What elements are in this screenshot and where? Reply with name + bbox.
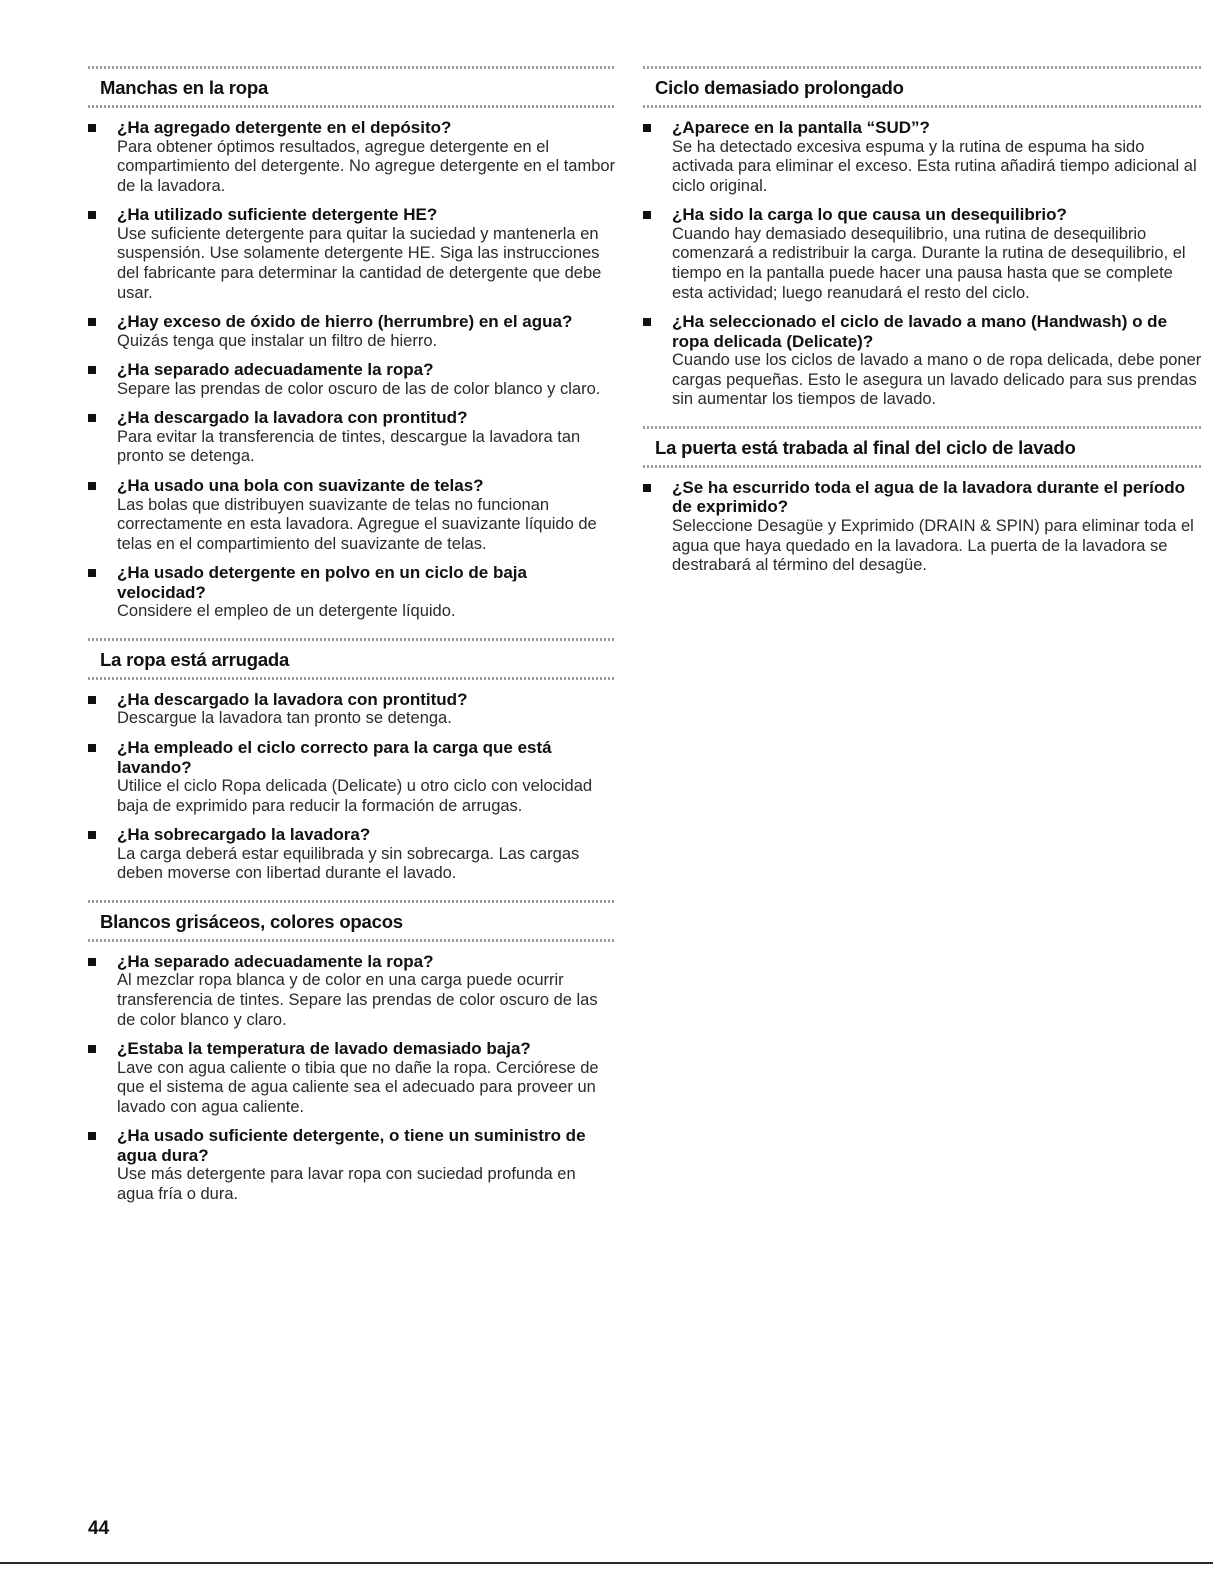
- section-title: Ciclo demasiado prolongado: [655, 77, 904, 98]
- question: ¿Ha usado detergente en polvo en un ciclo de baja velocidad?: [117, 563, 527, 602]
- question: ¿Aparece en la pantalla “SUD”?: [672, 118, 930, 137]
- answer: Para evitar la transferencia de tintes, descargue la lavadora tan pronto se detenga.: [117, 427, 581, 466]
- list-item: [88, 738, 616, 816]
- square-bullet-icon: [643, 211, 651, 219]
- square-bullet-icon: [88, 569, 96, 577]
- square-bullet-icon: [88, 831, 96, 839]
- section-manchas: [88, 66, 616, 622]
- section-title: Manchas en la ropa: [100, 77, 269, 98]
- question: ¿Ha separado adecuadamente la ropa?: [117, 360, 434, 380]
- answer: Descargue la lavadora tan pronto se detenga.: [117, 709, 452, 728]
- square-bullet-icon: [88, 366, 96, 374]
- question: ¿Ha descargado la lavadora con prontitud?: [117, 689, 468, 709]
- square-bullet-icon: [643, 318, 651, 326]
- list-item: [88, 408, 616, 467]
- answer: Se ha detectado excesiva espuma y la rutina de espuma ha sido activada para eliminar el exceso. Esta rutina añadirá tiempo adicional al ciclo original.: [672, 137, 1197, 195]
- list-item: [643, 205, 1203, 303]
- answer: Las bolas que distribuyen suavizante de telas no funcionan correctamente en esta lavadora. Agregue el suavizante líquido de telas en el compartimiento del suavizante de telas.: [117, 495, 597, 553]
- list-item: [643, 118, 1203, 196]
- square-bullet-icon: [643, 124, 651, 132]
- section-header: [643, 66, 1203, 108]
- section-blancos-grisaceos: [88, 900, 616, 1205]
- section-title: Blancos grisáceos, colores opacos: [100, 910, 403, 932]
- answer: Separe las prendas de color oscuro de las de color blanco y claro.: [117, 379, 601, 398]
- list-item: [88, 476, 616, 554]
- question: ¿Ha usado una bola con suavizante de telas?: [117, 476, 484, 496]
- list-item: [88, 690, 616, 729]
- list-item: [88, 360, 616, 399]
- question: ¿Estaba la temperatura de lavado demasiado baja?: [117, 1039, 531, 1059]
- question: ¿Ha usado suficiente detergente, o tiene un suministro de agua dura?: [117, 1126, 586, 1165]
- page-number: 44: [88, 1518, 110, 1539]
- question: ¿Ha descargado la lavadora con prontitud?: [117, 408, 468, 428]
- answer: Cuando use los ciclos de lavado a mano o de ropa delicada, debe poner cargas pequeñas. Esto le asegura un lavado delicado para sus prendas sin aumentar los tiempos de lavado.: [672, 351, 1202, 409]
- section-puerta-trabada: [643, 426, 1203, 576]
- square-bullet-icon: [88, 414, 96, 422]
- question: ¿Ha seleccionado el ciclo de lavado a mano (Handwash) o de ropa delicada (Delicate)?: [672, 312, 1168, 351]
- list-item: [88, 1039, 616, 1117]
- answer: Utilice el ciclo Ropa delicada (Delicate) u otro ciclo con velocidad baja de exprimido para reducir la formación de arrugas.: [117, 777, 593, 815]
- square-bullet-icon: [88, 1045, 96, 1053]
- section-header: [643, 426, 1203, 468]
- answer: Cuando hay demasiado desequilibrio, una rutina de desequilibrio comenzará a redistribuir la carga. Durante la rutina de desequilibrio, el tiempo en la pantalla puede hacer una pausa hasta que se complete esta actividad; luego reanudará el resto del ciclo.: [672, 224, 1186, 302]
- square-bullet-icon: [88, 211, 96, 219]
- question: ¿Se ha escurrido toda el agua de la lavadora durante el período de exprimido?: [672, 477, 1185, 517]
- square-bullet-icon: [88, 696, 96, 704]
- square-bullet-icon: [643, 484, 651, 492]
- question: ¿Hay exceso de óxido de hierro (herrumbre) en el agua?: [117, 312, 573, 332]
- answer: Considere el empleo de un detergente líquido.: [117, 602, 456, 621]
- question: ¿Ha sido la carga lo que causa un desequilibrio?: [672, 205, 1067, 225]
- answer: Para obtener óptimos resultados, agregue detergente en el compartimiento del detergente. No agregue detergente en el tambor de la lavadora.: [117, 137, 616, 195]
- answer: Seleccione Desagüe y Exprimido (DRAIN & SPIN) para eliminar toda el agua que haya quedado en la lavadora. La puerta de la lavadora se destrabará al término del desagüe.: [672, 516, 1194, 575]
- left-column: [88, 66, 616, 1221]
- section-header: [88, 638, 616, 680]
- question: ¿Ha empleado el ciclo correcto para la carga que está lavando?: [117, 738, 552, 777]
- square-bullet-icon: [88, 958, 96, 966]
- section-header: [88, 66, 616, 108]
- list-item: [88, 1126, 616, 1204]
- list-item: [88, 825, 616, 884]
- question: ¿Ha sobrecargado la lavadora?: [117, 825, 371, 845]
- square-bullet-icon: [88, 124, 96, 132]
- answer: Use suficiente detergente para quitar la suciedad y mantenerla en suspensión. Use solamente detergente HE. Siga las instrucciones del fabricante para determinar la cantidad de detergente que debe usar.: [117, 224, 602, 302]
- answer: Lave con agua caliente o tibia que no dañe la ropa. Cerciórese de que el sistema de agua caliente sea el adecuado para proveer un lavado con agua caliente.: [117, 1058, 599, 1116]
- section-header: [88, 900, 616, 942]
- question: ¿Ha separado adecuadamente la ropa?: [117, 951, 434, 971]
- question: ¿Ha utilizado suficiente detergente HE?: [117, 205, 438, 225]
- list-item: [643, 478, 1203, 576]
- bottom-rule: [0, 1562, 1213, 1564]
- question: ¿Ha agregado detergente en el depósito?: [117, 118, 452, 137]
- answer: Al mezclar ropa blanca y de color en una carga puede ocurrir transferencia de tintes. Separe las prendas de color oscuro de las de color blanco y claro.: [117, 971, 598, 1029]
- list-item: [88, 205, 616, 303]
- section-ciclo-prolongado: [643, 66, 1203, 410]
- square-bullet-icon: [88, 482, 96, 490]
- square-bullet-icon: [88, 744, 96, 752]
- list-item: [88, 118, 616, 196]
- answer: Quizás tenga que instalar un filtro de hierro.: [117, 331, 438, 350]
- section-ropa-arrugada: [88, 638, 616, 884]
- list-item: [88, 312, 616, 351]
- square-bullet-icon: [88, 1132, 96, 1140]
- right-column: [643, 66, 1203, 592]
- list-item: [88, 563, 616, 622]
- answer: Use más detergente para lavar ropa con suciedad profunda en agua fría o dura.: [117, 1165, 576, 1204]
- section-title: La puerta está trabada al final del ciclo de lavado: [655, 436, 1076, 458]
- section-title: La ropa está arrugada: [100, 648, 290, 670]
- list-item: [643, 312, 1203, 410]
- square-bullet-icon: [88, 318, 96, 326]
- list-item: [88, 952, 616, 1030]
- answer: La carga deberá estar equilibrada y sin sobrecarga. Las cargas deben moverse con libertad durante el lavado.: [117, 844, 580, 883]
